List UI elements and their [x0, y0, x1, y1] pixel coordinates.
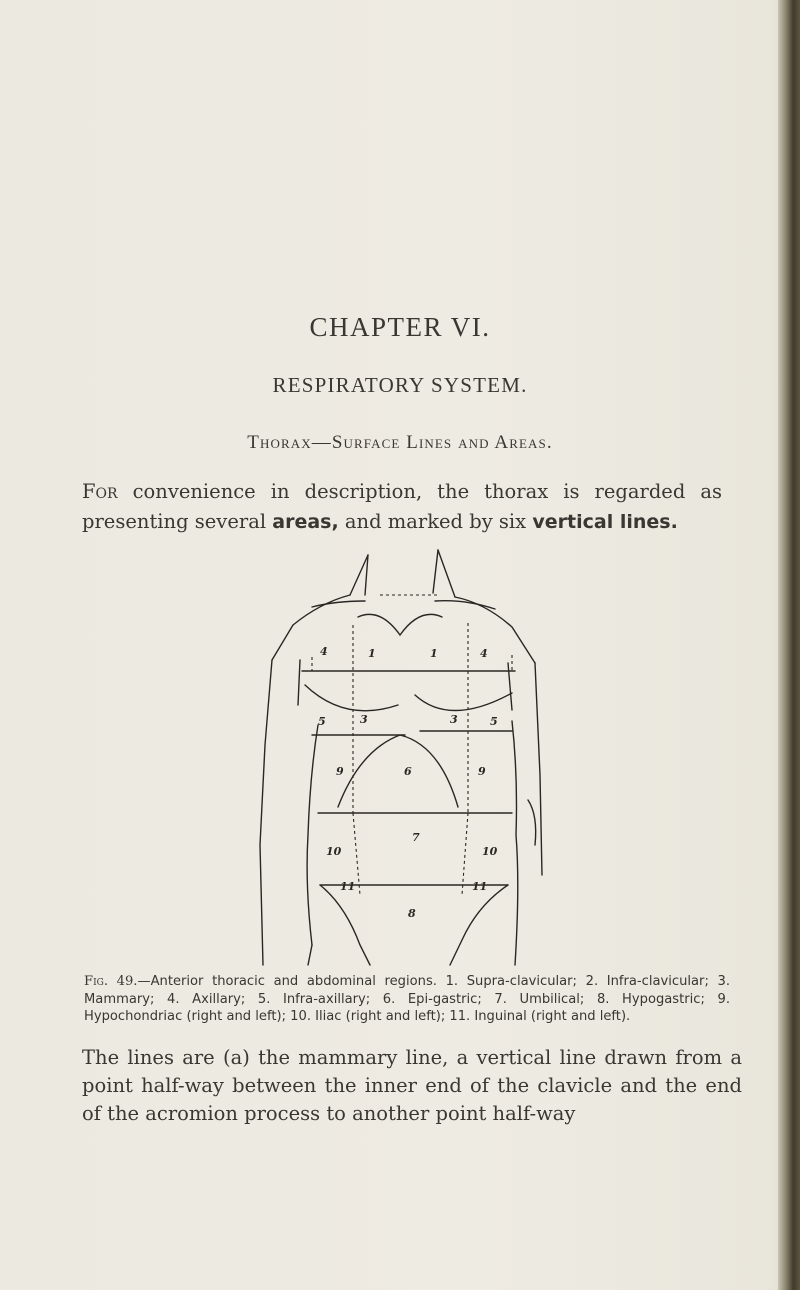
right-hip-notch — [528, 800, 536, 845]
region-10-left: 10 — [482, 845, 498, 858]
intro-lead-word: For — [82, 480, 118, 503]
chapter-title: CHAPTER VI. — [309, 312, 491, 342]
region-3-right: 3 — [360, 713, 368, 726]
region-9-right: 9 — [336, 765, 344, 778]
clavicle-upper-left — [312, 601, 365, 607]
left-arm-outer — [260, 660, 272, 965]
neck-right-inner — [433, 550, 438, 593]
left-breast-curve — [305, 685, 398, 711]
trunk-right-side — [512, 721, 518, 965]
intro-text-1: convenience in description, the thorax is regarded as presenting several — [82, 480, 722, 533]
thorax-diagram — [250, 545, 560, 970]
page-binding-edge — [778, 0, 800, 1290]
region-11-right: 11 — [340, 880, 356, 893]
left-arm-inner — [298, 660, 300, 705]
region-5-left: 5 — [490, 715, 498, 728]
left-inguinal-line — [320, 885, 370, 965]
section-title: Thorax—Surface Lines and Areas. — [247, 432, 553, 453]
intro-bold-areas: areas, — [272, 511, 339, 533]
right-shoulder-line — [455, 597, 535, 663]
region-4-left: 4 — [480, 647, 488, 660]
region-8: 8 — [408, 907, 416, 920]
region-6: 6 — [404, 765, 412, 778]
region-1-right: 1 — [368, 647, 376, 660]
intro-bold-lines: vertical lines. — [532, 511, 678, 533]
right-mammary-line — [353, 625, 360, 895]
left-mammary-line — [462, 623, 468, 895]
intro-paragraph — [82, 477, 722, 537]
region-4-right: 4 — [320, 645, 328, 658]
system-title: RESPIRATORY SYSTEM. — [272, 373, 528, 397]
region-11-left: 11 — [472, 880, 488, 893]
trunk-left-side — [307, 725, 318, 945]
right-inguinal-line — [450, 885, 508, 965]
caption-text: —Anterior thoracic and abdominal regions. 1. Supra-clavicular; 2. Infra-clavicular; 3. Mammary; 4. Axillary; 5. Infra-axillary; 6. Epi-gastric; 7. Umbilical; 8. Hypogastric; 9. Hypochondriac (right and left); 10. Iliac (right and left); 11. Inguinal (right and left). — [84, 974, 730, 1024]
left-shoulder-line — [272, 595, 350, 660]
figure-caption — [84, 973, 730, 1026]
region-3-left: 3 — [450, 713, 458, 726]
region-10-right: 10 — [326, 845, 342, 858]
region-5-right: 5 — [318, 715, 326, 728]
costal-arch — [338, 735, 458, 807]
supraclavicular-center-arc — [358, 614, 442, 635]
neck-right-outline — [438, 550, 455, 597]
right-arm-outer — [535, 663, 542, 875]
right-breast-curve — [415, 693, 512, 711]
left-hip — [308, 945, 312, 965]
body-paragraph: The lines are (a) the mammary line, a vertical line drawn from a point half-way between the inner end of the clavicle and the end of the acromion process to another point half-way — [82, 1046, 742, 1125]
intro-text-2: and marked by six — [338, 510, 533, 533]
region-7: 7 — [412, 831, 420, 844]
region-9-left: 9 — [478, 765, 486, 778]
caption-figure-number: Fig. 49. — [84, 974, 138, 989]
thorax-figure — [250, 545, 560, 970]
right-arm-inner — [508, 663, 512, 710]
region-1-left: 1 — [430, 647, 438, 660]
